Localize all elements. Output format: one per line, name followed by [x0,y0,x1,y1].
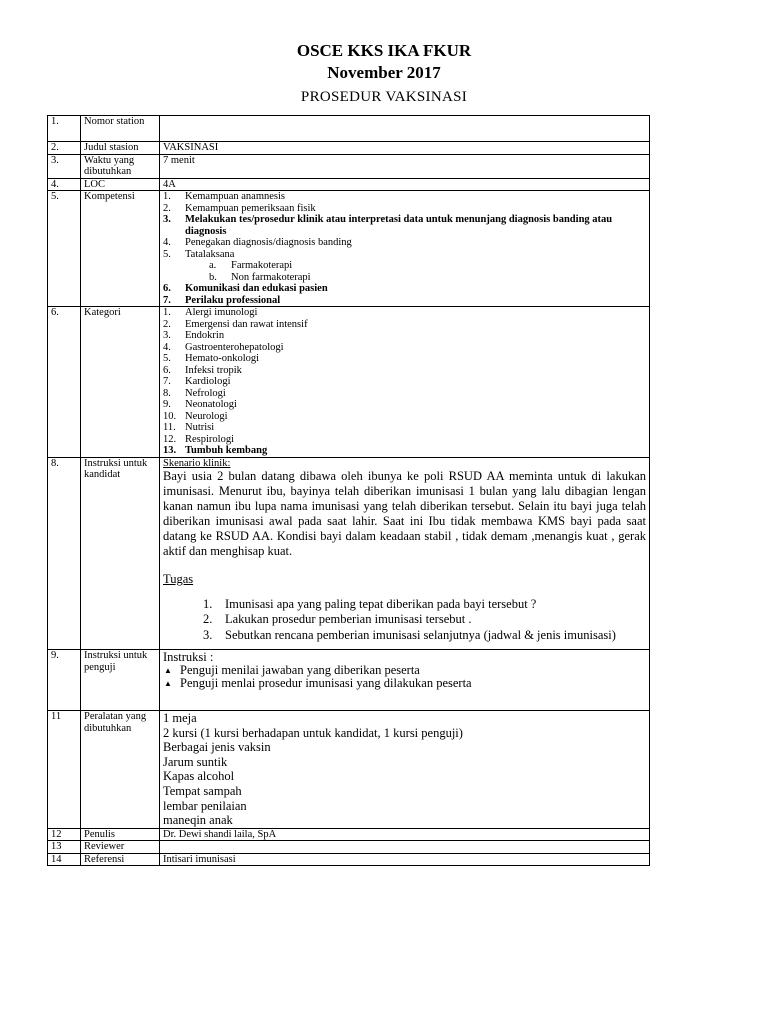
row-number: 9. [48,650,81,711]
list-item: Kapas alcohol [163,769,235,784]
list-item: Berbagai jenis vaksin [163,740,271,755]
table-row [48,142,650,155]
list-item: 9. Neonatologi [163,399,237,410]
equipment-cell [160,711,650,829]
row-label: Waktu yang dibutuhkan [81,154,160,178]
row-number: 6. [48,307,81,458]
row-label: LOC [81,178,160,191]
list-item: 1 meja [163,711,197,725]
document-header [0,40,768,108]
list-item: 2. Emergensi dan rawat intensif [163,318,308,330]
station-table [47,115,650,866]
list-item: 5. Tatalaksana [163,248,235,260]
list-item: 11. Nutrisi [163,422,215,433]
row-number: 2. [48,142,81,155]
row-value: 7 menit [160,154,650,178]
table-row [48,307,650,458]
row-number: 3. [48,154,81,178]
row-number: 13 [48,841,81,854]
row-label: Instruksi untuk penguji [81,650,160,711]
list-item: 7. Kardiologi [163,376,231,387]
list-item: 3. Endokrin [163,330,225,341]
list-item: 13. Tumbuh kembang [163,445,268,456]
list-item: 4. Penegakan diagnosis/diagnosis banding [163,237,352,248]
list-item: 12. Respirologi [163,433,234,445]
row-label: Judul stasion [81,142,160,155]
row-value [160,116,650,142]
table-row [48,178,650,191]
competency-cell [160,191,650,307]
table-row [48,841,650,854]
table-row [48,116,650,142]
row-number: 11 [48,711,81,829]
list-item: 2. Kemampuan pemeriksaan fisik [163,202,316,214]
table-row [48,711,650,829]
table-row [48,191,650,307]
list-item: 7. Perilaku professional [163,294,281,306]
list-item: 4. Gastroenterohepatologi [163,341,284,353]
row-value: VAKSINASI [160,142,650,155]
category-cell [160,307,650,458]
row-value: 4A [160,178,650,191]
row-label: Kompetensi [81,191,160,307]
list-item: 5. Hemato-onkologi [163,353,260,364]
sub-list-item: b. Non farmakoterapi [209,271,311,283]
tugas-label: Tugas [163,571,194,586]
row-label: Penulis [81,828,160,841]
row-label: Kategori [81,307,160,458]
list-item: 1. Kemampuan anamnesis [163,191,286,202]
category-list [163,307,646,457]
examiner-instruction-cell [160,650,650,711]
row-value [160,841,650,854]
row-label: Nomor station [81,116,160,142]
row-number: 4. [48,178,81,191]
row-number: 8. [48,457,81,650]
document-date: November 2017 [327,63,441,82]
examiner-instruction-title: Instruksi : [163,650,214,664]
candidate-instruction-cell [160,457,650,650]
row-value: Intisari imunisasi [160,853,650,866]
row-label: Reviewer [81,841,160,854]
bullet-triangle-icon: ▲ [164,666,172,675]
table-row [48,828,650,841]
list-item: ▲ Penguji menlai prosedur imunisasi yang dilakukan peserta [164,676,472,690]
list-item: 6. Komunikasi dan edukasi pasien [163,283,328,294]
list-item: maneqin anak [163,813,233,828]
row-label: Peralatan yang dibutuhkan [81,711,160,829]
list-item: 6. Infeksi tropik [163,364,242,376]
row-number: 14 [48,853,81,866]
task-item: 3. Sebutkan rencana pemberian imunisasi selanjutnya (jadwal & jenis imunisasi) [203,627,616,642]
scenario-label: Skenario klinik: [163,457,231,469]
list-item: lembar penilaian [163,798,247,813]
document-title: OSCE KKS IKA FKUR [296,41,472,60]
row-label: Referensi [81,853,160,866]
task-item: 1. Imunisasi apa yang paling tepat diberikan pada bayi tersebut ? [203,596,537,611]
list-item: 1. Alergi imunologi [163,307,258,318]
row-number: 12 [48,828,81,841]
list-item: 8. Nefrologi [163,387,226,399]
task-item: 2. Lakukan prosedur pemberian imunisasi tersebut . [203,612,472,626]
sub-list-item: a. Farmakoterapi [209,260,293,271]
bullet-triangle-icon: ▲ [164,679,172,688]
list-item: 2 kursi (1 kursi berhadapan untuk kandidat, 1 kursi penguji) [163,725,463,740]
list-item: Jarum suntik [163,754,228,769]
document-subtitle: PROSEDUR VAKSINASI [300,89,468,105]
list-item: ▲ Penguji menilai jawaban yang diberikan peserta [164,663,420,677]
row-number: 5. [48,191,81,307]
list-item: Tempat sampah [163,783,242,798]
list-item: 3. Melakukan tes/prosedur klinik atau interpretasi data untuk menunjang diagnosis banding atau diagnosis [163,214,613,237]
table-row [48,853,650,866]
table-row [48,650,650,711]
row-label: Instruksi untuk kandidat [81,457,160,650]
row-value: Dr. Dewi shandi laila, SpA [160,828,650,841]
table-row [48,457,650,650]
row-number: 1. [48,116,81,142]
competency-list [163,191,646,260]
competency-list-cont [163,283,646,306]
table-row [48,154,650,178]
scenario-text: Bayi usia 2 bulan datang dibawa oleh ibunya ke poli RSUD AA meminta untuk di lakukan imunisasi. Menurut ibu, bayinya telah diberikan imunisasi 1 bulan yang lalu dibagian lengan kanan namun ibu lupa nama imunisasi yang telah diberikan tersebut. Selain itu bayi juga telah diberikan imunisasi awal pada saat lahir. Saat ini Ibu tidak membawa KMS bayi pada saat datang ke RSUD AA. Kondisi bayi dalam keadaan stabil , tidak demam ,menangis kuat , gerak aktif dan menghisap kuat. Tugas 1. Imunisasi apa yang paling tepat diberikan pada bayi tersebut ? 2. Lakukan prosedur pemberian imunisasi tersebut . 3. Sebutkan rencana pemberian imunisasi selanjutnya (jadwal & jenis imunisasi) [163,468,646,642]
list-item: 10. Neurologi [163,410,228,422]
